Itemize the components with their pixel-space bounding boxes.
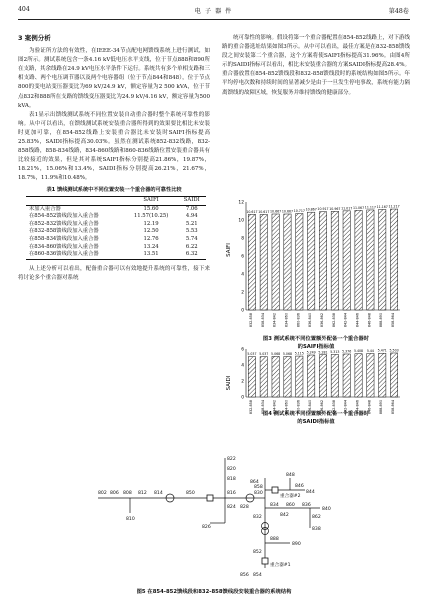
x-tick-label: 834-860 [284, 313, 289, 328]
x-tick-label: 836-840 [308, 400, 313, 415]
table-row: 在834-860馈线段加入重合器 13.24 6.22 [29, 243, 198, 250]
data-label: 5.281 [318, 350, 328, 355]
x-tick-label: 858-834 [260, 400, 265, 415]
node-label: 816 [227, 491, 236, 496]
x-tick-label: 836-862 [320, 313, 324, 328]
bar [248, 357, 255, 397]
x-tick-label: 860-836 [296, 313, 301, 328]
x-tick-label: 844-846 [355, 313, 360, 328]
node-label: 854 [253, 573, 262, 578]
x-tick-label: 842-844 [343, 400, 348, 415]
recloser-1-label: 重合器#1 [270, 563, 291, 568]
y-tick-label: 2 [241, 290, 244, 296]
bar [343, 211, 350, 310]
node-label: 864 [250, 480, 259, 485]
x-tick-label: 836-862 [320, 400, 324, 415]
paragraph: 表1显示出馈线测试系统不同位置安装自动重合器时整个系统可靠性的影响。从中可以看出，在馈线测试系统安装重合器所得到的效果要比相比未安装时更加可靠，在854-852线路上安装重合器比未安装时SAIFI指标提高25.83%，SAIDI指标提高30.03%。虽然在测试系统852-832线路，832-858线路，858-834线路，834-860线路和860-836线路位置安装重合器具有比较接近的效果，但是其对系统SAIFI指标分别提高21.86%，19.87%，18.21%，15.06%和13.4%，SAIDI指标分别提高26.21%，21.67%，18.7%，11.9%和10.48%。 [18, 111, 210, 182]
x-tick-label: 862-838 [331, 400, 336, 415]
journal-name: 电 子 器 件 [194, 8, 233, 15]
data-label: 5.037 [247, 352, 257, 357]
bar [355, 210, 362, 310]
data-label: 5.313 [330, 349, 340, 354]
right-column [222, 34, 410, 98]
node-label: 856 [240, 573, 249, 578]
y-tick-label: 10 [238, 218, 244, 224]
bar [272, 214, 279, 310]
node-label: 824 [227, 505, 236, 510]
data-label: 5.115 [294, 351, 304, 356]
reliability-table [26, 196, 206, 260]
node-label: 818 [227, 477, 236, 482]
y-tick-label: 6 [241, 347, 244, 353]
data-label: 10.917 [317, 207, 329, 212]
table-row: 在858-834馈线段加入重合器 12.76 5.74 [29, 235, 198, 242]
node-label: 802 [98, 491, 107, 496]
data-label: 11.117 [364, 205, 376, 210]
header-rule [18, 19, 410, 20]
x-tick-label: 834-842 [272, 313, 277, 328]
node-label: 848 [286, 473, 295, 478]
data-label: 11.167 [376, 204, 388, 209]
x-tick-label: 846-848 [367, 313, 372, 328]
bar [390, 209, 397, 310]
data-label: 5.376 [342, 349, 352, 354]
node-label: 822 [227, 457, 236, 462]
table-row: 在854-852馈线段加入重合器 11.57(10.25) 4.94 [29, 213, 198, 220]
data-label: 5.44 [366, 348, 374, 353]
data-label: 10.617 [246, 209, 258, 214]
y-axis-label: SAIFI [226, 243, 232, 257]
data-label: 5.408 [353, 349, 364, 354]
node-label: 862 [312, 515, 321, 520]
node-label: 844 [306, 490, 315, 495]
x-tick-label: 888-890 [379, 400, 384, 415]
left-column [18, 34, 210, 283]
data-label: 10.667 [281, 209, 294, 214]
paragraph: 为验证所方法的有效性，在IEEE-34节点配电网馈线系统上进行测试，如图2所示。测试系统包含一条4.16 kV低电压水平支线，位于节点888和890所在支路，其余线路在24.9 kV电压水平条件下运行。系统共有多个单相支路和三相支路、两个电压调节器以及两个电容器组（位于节点844和848），位于节点800的变电站变压器变比为69 kV/24.9 kV，额定容量为2 500 kVA，位于节点832和888所在支路的馈线变压器变比为24.9 kV/4.16 kV，额定容量为500 kVA。 [18, 48, 210, 109]
bar [260, 214, 267, 310]
data-label: 5.068 [271, 351, 281, 356]
table-header: SAIDI [183, 197, 200, 203]
x-tick-label: 888-890 [379, 313, 384, 328]
bar [296, 214, 303, 310]
node-label: 834 [270, 503, 279, 508]
x-tick-label: 844-846 [355, 400, 360, 415]
x-tick-label: 834-860 [284, 400, 289, 415]
x-tick-label: 842-844 [343, 313, 348, 328]
bar [272, 356, 279, 397]
x-tick-label: 858-864 [391, 400, 396, 415]
bar [379, 353, 386, 397]
bar [331, 354, 338, 397]
x-tick-label: 858-834 [260, 313, 265, 328]
node-label: 860 [286, 503, 295, 508]
table-header: SAIFI [143, 197, 159, 203]
node-label: 808 [123, 491, 132, 496]
node-label: 820 [227, 467, 236, 472]
node-label: 850 [186, 491, 195, 496]
y-tick-label: 0 [241, 308, 244, 314]
node-label: 812 [138, 491, 147, 496]
saifi-chart [224, 190, 408, 330]
bar [379, 209, 386, 310]
node-label: 814 [154, 491, 163, 496]
bar [307, 355, 314, 397]
section-heading: 3 案例分析 [18, 34, 51, 42]
paragraph: 统可靠性的影响。假设将第一个重合器配置在854-852线路上，对下游线路的重合器选址结果如图3所示。从中可以看出，最佳方案是在832-858馈线段之间安装第二个重合器，这个方案将使SAIFI指标提高31.96%。由图4所示的SAIDI指标可以看出，相比未安装重合器的方案SAIDI指标提高28.4%。重合器放置在854-852馈线段和832-858馈线段时的系统结构如图5所示。年平均停电次数和持续时间的显著减少是由于一旦发生停电事故，系统有能力隔离馈线的故障区域，恢复服务并维持馈线的健康部分。 [222, 35, 410, 96]
y-tick-label: 2 [241, 379, 244, 385]
bar [343, 354, 350, 397]
paragraph: 从上述分析可以看出，配备重合器可以有效地提升系统的可靠性，接下来将讨论多个重合器对系统 [18, 265, 210, 281]
bar [284, 356, 291, 397]
node-label: 826 [202, 525, 211, 530]
x-tick-label: 860-836 [296, 400, 301, 415]
node-label: 852 [253, 550, 262, 555]
node-label: 888 [270, 537, 279, 542]
data-label: 10.617 [258, 209, 270, 214]
node-label: 842 [280, 513, 289, 518]
bar [367, 353, 374, 397]
x-tick-label: 836-840 [308, 313, 313, 328]
data-label: 5.471 [377, 348, 387, 353]
bar [367, 210, 374, 310]
y-tick-label: 8 [241, 236, 244, 242]
node-label: 810 [126, 517, 135, 522]
data-label: 5.068 [282, 351, 293, 356]
bar [248, 214, 255, 310]
node-label: 828 [240, 505, 249, 510]
y-tick-label: 12 [238, 200, 244, 206]
bar [260, 357, 267, 397]
node-label: 890 [292, 542, 301, 547]
data-label: 11.017 [341, 206, 353, 211]
data-label: 5.249 [306, 350, 316, 355]
data-label: 5.503 [389, 348, 399, 353]
recloser-1-symbol [207, 495, 213, 501]
data-label: 11.217 [388, 204, 400, 209]
node-label: 836 [302, 503, 311, 508]
data-label: 10.667 [270, 209, 282, 214]
node-label: 840 [322, 507, 331, 512]
bar [390, 353, 397, 397]
table-row: 未加入重合器 15.60 7.06 [29, 205, 198, 212]
y-tick-label: 6 [241, 254, 244, 260]
y-axis-label: SAIDI [226, 375, 232, 391]
node-label: 806 [110, 491, 119, 496]
recloser-2-symbol [272, 487, 278, 493]
x-tick-label: 858-864 [391, 313, 396, 328]
data-label: 10.867 [305, 207, 317, 212]
data-label: 5.037 [259, 352, 269, 357]
data-label: 10.717 [293, 209, 305, 214]
bar [307, 212, 314, 310]
y-tick-label: 4 [241, 363, 244, 369]
recloser-2-label: 重合器#2 [280, 494, 301, 499]
x-tick-label: 862-838 [331, 313, 336, 328]
node-label: 830 [254, 491, 263, 496]
table-caption: 表1 馈线测试系统中不同位置安装一个重合器的可靠性比较 [46, 186, 182, 193]
table-row: 在852-832馈线段加入重合器 12.19 5.21 [29, 220, 198, 227]
table-header [26, 197, 125, 206]
bar [319, 212, 326, 310]
figure-caption: 图4 测试系统不同位置额外配备一个重合器时 的SAIDI指标值 [262, 411, 370, 425]
recloser-1-box [262, 558, 268, 564]
x-tick-label: 834-842 [272, 400, 277, 415]
x-tick-label: 832-858 [248, 400, 253, 415]
data-label: 10.967 [329, 206, 341, 211]
bar [319, 355, 326, 397]
bar [296, 356, 303, 397]
y-tick-label: 4 [241, 272, 244, 278]
y-tick-label: 0 [241, 395, 244, 401]
volume: 第48卷 [388, 8, 409, 15]
bar [355, 354, 362, 397]
x-tick-label: 846-848 [367, 400, 372, 415]
system-structure-diagram [90, 448, 340, 588]
node-label: 858 [254, 485, 263, 490]
node-label: 832 [253, 515, 262, 520]
x-tick-label: 832-858 [248, 313, 253, 328]
page-number: 404 [18, 6, 30, 13]
node-label: 846 [295, 484, 304, 489]
bar [284, 214, 291, 310]
bar [331, 211, 338, 310]
table-row: 在860-836馈线段加入重合器 13.51 6.32 [29, 251, 198, 258]
data-label: 11.067 [352, 205, 365, 210]
figure-caption: 图3 测试系统不同位置额外配备一个重合器时 的SAIFI指标值 [262, 336, 370, 350]
node-label: 838 [312, 527, 321, 532]
table-row: 在832-858馈线段加入重合器 12.50 5.53 [29, 228, 198, 235]
figure-caption: 图5 在854-852馈线段和832-858馈线段安装重合器的系统结构 [136, 589, 292, 595]
